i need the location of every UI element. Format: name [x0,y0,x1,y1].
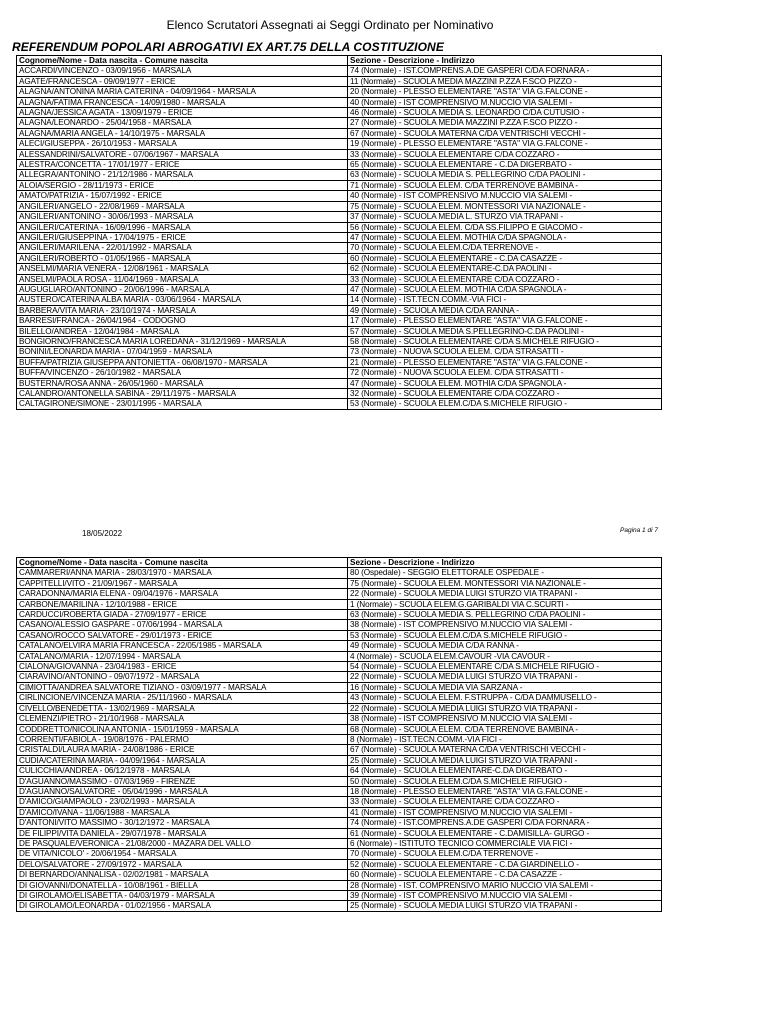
sezione-cell: 53 (Normale) - SCUOLA ELEM.C/DA S.MICHELE RIFUGIO - [348,630,662,640]
column-header-nominativo: Cognome/Nome - Data nascita - Comune nascita [17,558,348,568]
scrutatore-cell: DE PASQUALE/VERONICA - 21/08/2000 - MAZARA DEL VALLO [17,838,348,848]
scrutatore-cell: ALLEGRA/ANTONINO - 21/12/1986 - MARSALA [17,170,348,180]
table-row [17,97,662,107]
table-row [17,222,662,232]
sezione-cell: 47 (Normale) - SCUOLA ELEM. MOTHIA C/DA SPAGNOLA - [348,284,662,294]
scrutatore-cell: BUSTERNA/ROSA ANNA - 26/05/1960 - MARSALA [17,378,348,388]
sezione-cell: 40 (Normale) - IST COMPRENSIVO M.NUCCIO VIA SALEMI - [348,97,662,107]
table-row [17,818,662,828]
scrutatore-cell: DE VITA/NICOLO' - 20/06/1954 - MARSALA [17,849,348,859]
table-row [17,693,662,703]
scrutatore-cell: CODDRETTO/NICOLINA ANTONIA - 15/01/1959 - MARSALA [17,724,348,734]
scrutatore-cell: D'ANTONI/VITO MASSIMO - 30/12/1972 - MARSALA [17,818,348,828]
sezione-cell: 37 (Normale) - SCUOLA MEDIA L. STURZO VIA TRAPANI - [348,212,662,222]
table-row [17,703,662,713]
sezione-cell: 49 (Normale) - SCUOLA MEDIA C/DA RANNA - [348,305,662,315]
column-header-nominativo: Cognome/Nome - Data nascita - Comune nascita [17,56,348,66]
scrutatori-table-page-1 [16,55,662,410]
table-row [17,149,662,159]
scrutatore-cell: ALAGNA/LEONARDO - 25/04/1958 - MARSALA [17,118,348,128]
table-row [17,253,662,263]
table-row [17,901,662,911]
sezione-cell: 8 (Normale) - IST.TECN.COMM.-VIA FICI - [348,734,662,744]
table-body [17,66,662,409]
table-row [17,651,662,661]
sezione-cell: 38 (Normale) - IST COMPRENSIVO M.NUCCIO VIA SALEMI - [348,714,662,724]
scrutatore-cell: CAPPITELLI/VITO - 21/09/1967 - MARSALA [17,578,348,588]
table-row [17,76,662,86]
table-row [17,891,662,901]
scrutatore-cell: BUFFA/VINCENZO - 26/10/1982 - MARSALA [17,368,348,378]
table-row [17,734,662,744]
sezione-cell: 33 (Normale) - SCUOLA ELEMENTARE C/DA COZZARO - [348,274,662,284]
table-row [17,786,662,796]
table-row [17,357,662,367]
sezione-cell: 63 (Normale) - SCUOLA MEDIA S. PELLEGRINO C/DA PAOLINI - [348,610,662,620]
scrutatore-cell: ANSELMI/PAOLA ROSA - 11/04/1969 - MARSALA [17,274,348,284]
scrutatore-cell: ALAGNA/ANTONINA MARIA CATERINA - 04/09/1964 - MARSALA [17,87,348,97]
table-row [17,170,662,180]
scrutatore-cell: ALAGNA/JESSICA AGATA - 13/09/1979 - ERICE [17,108,348,118]
sezione-cell: 73 (Normale) - NUOVA SCUOLA ELEM. C/DA STRASATTI - [348,347,662,357]
scrutatore-cell: ALAGNA/MARIA ANGELA - 14/10/1975 - MARSALA [17,128,348,138]
sezione-cell: 41 (Normale) - IST COMPRENSIVO M.NUCCIO VIA SALEMI - [348,807,662,817]
table-row [17,589,662,599]
scrutatore-cell: CULICCHIA/ANDREA - 06/12/1978 - MARSALA [17,766,348,776]
scrutatore-cell: ANSELMI/MARIA VENERA - 12/08/1961 - MARSALA [17,264,348,274]
table-row [17,870,662,880]
scrutatore-cell: CARADONNA/MARIA ELENA - 09/04/1976 - MARSALA [17,589,348,599]
scrutatore-cell: AGATE/FRANCESCA - 09/09/1977 - ERICE [17,76,348,86]
scrutatore-cell: DI GIOVANNI/DONATELLA - 10/08/1961 - BIELLA [17,880,348,890]
scrutatore-cell: CUDIA/CATERINA MARIA - 04/09/1964 - MARSALA [17,755,348,765]
sezione-cell: 46 (Normale) - SCUOLA MEDIA S. LEONARDO C/DA CUTUSIO - [348,108,662,118]
table-row [17,118,662,128]
sezione-cell: 25 (Normale) - SCUOLA MEDIA LUIGI STURZO VIA TRAPANI - [348,755,662,765]
scrutatore-cell: ALESSANDRINI/SALVATORE - 07/06/1967 - MARSALA [17,149,348,159]
sezione-cell: 52 (Normale) - SCUOLA ELEMENTARE - C.DA GIARDINELLO - [348,859,662,869]
scrutatore-cell: BARBERA/VITA MARIA - 23/10/1974 - MARSALA [17,305,348,315]
sezione-cell: 27 (Normale) - SCUOLA MEDIA MAZZINI P.ZZA F.SCO PIZZO - [348,118,662,128]
table-row [17,305,662,315]
sezione-cell: 33 (Normale) - SCUOLA ELEMENTARE C/DA COZZARO - [348,149,662,159]
sezione-cell: 33 (Normale) - SCUOLA ELEMENTARE C/DA COZZARO - [348,797,662,807]
scrutatore-cell: CORRENTI/FABIOLA - 19/08/1976 - PALERMO [17,734,348,744]
table-row [17,347,662,357]
sezione-cell: 39 (Normale) - IST COMPRENSIVO M.NUCCIO VIA SALEMI - [348,891,662,901]
scrutatore-cell: D'AMICO/GIAMPAOLO - 23/02/1993 - MARSALA [17,797,348,807]
scrutatore-cell: BUFFA/PATRIZIA GIUSEPPA ANTONIETTA - 06/08/1970 - MARSALA [17,357,348,367]
sezione-cell: 47 (Normale) - SCUOLA ELEM. MOTHIA C/DA SPAGNOLA - [348,232,662,242]
sezione-cell: 49 (Normale) - SCUOLA MEDIA C/DA RANNA - [348,641,662,651]
scrutatore-cell: CAMMARERI/ANNA MARIA - 28/03/1970 - MARSALA [17,568,348,578]
table-row [17,630,662,640]
table-row [17,568,662,578]
sezione-cell: 25 (Normale) - SCUOLA MEDIA LUIGI STURZO VIA TRAPANI - [348,901,662,911]
table-row [17,672,662,682]
scrutatore-cell: ALESTRA/CONCETTA - 17/01/1977 - ERICE [17,160,348,170]
scrutatore-cell: D'AMICO/IVANA - 11/06/1988 - MARSALA [17,807,348,817]
table-row [17,838,662,848]
scrutatore-cell: BARRESI/FRANCA - 26/04/1964 - CODOGNO [17,316,348,326]
table-row [17,859,662,869]
sezione-cell: 40 (Normale) - IST COMPRENSIVO M.NUCCIO VIA SALEMI - [348,191,662,201]
table-row [17,212,662,222]
table-row [17,662,662,672]
scrutatore-cell: D'AGUANNO/MASSIMO - 07/03/1969 - FIRENZE [17,776,348,786]
sezione-cell: 47 (Normale) - SCUOLA ELEM. MOTHIA C/DA SPAGNOLA - [348,378,662,388]
sezione-cell: 70 (Normale) - SCUOLA ELEM.C/DA TERRENOVE - [348,243,662,253]
table-row [17,849,662,859]
sezione-cell: 72 (Normale) - NUOVA SCUOLA ELEM. C/DA STRASATTI - [348,368,662,378]
scrutatore-cell: CATALANO/ELVIRA MARIA FRANCESCA - 22/05/1985 - MARSALA [17,641,348,651]
table-row [17,87,662,97]
sezione-cell: 19 (Normale) - PLESSO ELEMENTARE "ASTA" VIA G.FALCONE - [348,139,662,149]
sezione-cell: 67 (Normale) - SCUOLA MATERNA C/DA VENTRISCHI VECCHI - [348,745,662,755]
scrutatore-cell: CIMIOTTA/ANDREA SALVATORE TIZIANO - 03/09/1977 - MARSALA [17,682,348,692]
table-row [17,336,662,346]
sezione-cell: 65 (Normale) - SCUOLA ELEMENTARE - C.DA DIGERBATO - [348,160,662,170]
sezione-cell: 28 (Normale) - IST. COMPRENSIVO MARIO NUCCIO VIA SALEMI - [348,880,662,890]
sezione-cell: 50 (Normale) - SCUOLA ELEM.C/DA S.MICHELE RIFUGIO - [348,776,662,786]
scrutatore-cell: BONGIORNO/FRANCESCA MARIA LOREDANA - 31/12/1969 - MARSALA [17,336,348,346]
document-title: Elenco Scrutatori Assegnati ai Seggi Ordinato per Nominativo [166,18,494,32]
sezione-cell: 54 (Normale) - SCUOLA ELEMENTARE C/DA S.MICHELE RIFUGIO - [348,662,662,672]
scrutatore-cell: CARBONE/MARILINA - 12/10/1988 - ERICE [17,599,348,609]
table-row [17,797,662,807]
sezione-cell: 1 (Normale) - SCUOLA ELEM.G.GARIBALDI VIA C.SCURTI - [348,599,662,609]
scrutatore-cell: ANGILERI/CATERINA - 16/09/1996 - MARSALA [17,222,348,232]
sezione-cell: 63 (Normale) - SCUOLA MEDIA S. PELLEGRINO C/DA PAOLINI - [348,170,662,180]
sezione-cell: 32 (Normale) - SCUOLA ELEMENTARE C/DA COZZARO - [348,389,662,399]
sezione-cell: 14 (Normale) - IST.TECN.COMM.-VIA FICI - [348,295,662,305]
table-row [17,682,662,692]
scrutatori-table-page-2 [16,557,662,912]
table-row [17,160,662,170]
footer-date: 18/05/2022 [82,529,123,538]
scrutatore-cell: BONINI/LEONARDA MARIA - 07/04/1959 - MARSALA [17,347,348,357]
scrutatore-cell: AUSTERO/CATERINA ALBA MARIA - 03/06/1964 - MARSALA [17,295,348,305]
table-row [17,180,662,190]
scrutatore-cell: CIALONA/GIOVANNA - 23/04/1983 - ERICE [17,662,348,672]
scrutatore-cell: CATALANO/MARIA - 12/07/1994 - MARSALA [17,651,348,661]
scrutatore-cell: CALTAGIRONE/SIMONE - 23/01/1995 - MARSALA [17,399,348,409]
table-row [17,274,662,284]
table-row [17,745,662,755]
scrutatore-cell: CRISTALDI/LAURA MARIA - 24/08/1986 - ERICE [17,745,348,755]
scrutatore-cell: CIVELLO/BENEDETTA - 13/02/1969 - MARSALA [17,703,348,713]
sezione-cell: 80 (Ospedale) - SEGGIO ELETTORALE OSPEDALE - [348,568,662,578]
sezione-cell: 22 (Normale) - SCUOLA MEDIA LUIGI STURZO VIA TRAPANI - [348,589,662,599]
sezione-cell: 75 (Normale) - SCUOLA ELEM. MONTESSORI VIA NAZIONALE - [348,201,662,211]
table-header-row [17,558,662,568]
sezione-cell: 60 (Normale) - SCUOLA ELEMENTARE - C.DA CASAZZE - [348,253,662,263]
sezione-cell: 61 (Normale) - SCUOLA ELEMENTARE - C.DAMISILLA- GURGO - [348,828,662,838]
scrutatore-cell: ALAGNA/FATIMA FRANCESCA - 14/09/1980 - MARSALA [17,97,348,107]
table-header-row [17,56,662,66]
sezione-cell: 6 (Normale) - ISTITUTO TECNICO COMMERCIALE VIA FICI - [348,838,662,848]
table-row [17,399,662,409]
scrutatore-cell: CASANO/ALESSIO GASPARE - 07/06/1994 - MARSALA [17,620,348,630]
table-row [17,284,662,294]
sezione-cell: 22 (Normale) - SCUOLA MEDIA LUIGI STURZO VIA TRAPANI - [348,703,662,713]
scrutatore-cell: ALOIA/SERGIO - 28/11/1973 - ERICE [17,180,348,190]
sezione-cell: 60 (Normale) - SCUOLA ELEMENTARE - C.DA CASAZZE - [348,870,662,880]
sezione-cell: 18 (Normale) - PLESSO ELEMENTARE "ASTA" VIA G.FALCONE - [348,786,662,796]
table-row [17,578,662,588]
scrutatore-cell: ALECI/GIUSEPPA - 26/10/1953 - MARSALA [17,139,348,149]
sezione-cell: 71 (Normale) - SCUOLA ELEM. C/DA TERRENOVE BAMBINA - [348,180,662,190]
sezione-cell: 4 (Normale) - SCUOLA ELEM.CAVOUR -VIA CAVOUR - [348,651,662,661]
table-row [17,880,662,890]
sezione-cell: 22 (Normale) - SCUOLA MEDIA LUIGI STURZO VIA TRAPANI - [348,672,662,682]
table-row [17,295,662,305]
table-row [17,766,662,776]
table-row [17,610,662,620]
sezione-cell: 43 (Normale) - SCUOLA ELEM. F.STRUPPA - C/DA DAMMUSELLO - [348,693,662,703]
scrutatore-cell: ANGILERI/ANTONINO - 30/06/1993 - MARSALA [17,212,348,222]
sezione-cell: 11 (Normale) - SCUOLA MEDIA MAZZINI P.ZZA F.SCO PIZZO - [348,76,662,86]
sezione-cell: 75 (Normale) - SCUOLA ELEM. MONTESSORI VIA NAZIONALE - [348,578,662,588]
scrutatore-cell: CIRLINCIONE/VINCENZA MARIA - 25/11/1960 - MARSALA [17,693,348,703]
table-row [17,191,662,201]
scrutatore-cell: DI GIROLAMO/LEONARDA - 01/02/1956 - MARSALA [17,901,348,911]
scrutatore-cell: AUGUGLIARO/ANTONINO - 20/06/1996 - MARSALA [17,284,348,294]
scrutatore-cell: BILELLO/ANDREA - 12/04/1984 - MARSALA [17,326,348,336]
sezione-cell: 70 (Normale) - SCUOLA ELEM.C/DA TERRENOVE - [348,849,662,859]
table-row [17,66,662,76]
table-row [17,232,662,242]
column-header-sezione: Sezione - Descrizione - Indirizzo [348,56,662,66]
sezione-cell: 74 (Normale) - IST.COMPRENS.A.DE GASPERI C/DA FORNARA - [348,66,662,76]
sezione-cell: 21 (Normale) - PLESSO ELEMENTARE "ASTA" VIA G.FALCONE - [348,357,662,367]
scrutatore-cell: DE FILIPPI/VITA DANIELA - 29/07/1978 - MARSALA [17,828,348,838]
sezione-cell: 62 (Normale) - SCUOLA ELEMENTARE-C.DA PAOLINI - [348,264,662,274]
sezione-cell: 56 (Normale) - SCUOLA ELEM. C/DA SS.FILIPPO E GIACOMO - [348,222,662,232]
sezione-cell: 58 (Normale) - SCUOLA ELEMENTARE C/DA S.MICHELE RIFUGIO - [348,336,662,346]
table-row [17,378,662,388]
scrutatore-cell: CALANDRO/ANTONELLA SABINA - 29/11/1975 - MARSALA [17,389,348,399]
table-row [17,724,662,734]
scrutatore-cell: CASANO/ROCCO SALVATORE - 29/01/1973 - ERICE [17,630,348,640]
sezione-cell: 20 (Normale) - PLESSO ELEMENTARE "ASTA" VIA G.FALCONE - [348,87,662,97]
table-row [17,641,662,651]
table-row [17,389,662,399]
sezione-cell: 53 (Normale) - SCUOLA ELEM.C/DA S.MICHELE RIFUGIO - [348,399,662,409]
table-row [17,620,662,630]
sezione-cell: 16 (Normale) - SCUOLA MEDIA VIA SARZANA - [348,682,662,692]
table-row [17,128,662,138]
table-body [17,568,662,911]
scrutatore-cell: DI BERNARDO/ANNALISA - 02/02/1981 - MARSALA [17,870,348,880]
table-row [17,828,662,838]
scrutatore-cell: ACCARDI/VINCENZO - 03/09/1956 - MARSALA [17,66,348,76]
table-row [17,139,662,149]
sezione-cell: 38 (Normale) - IST COMPRENSIVO M.NUCCIO VIA SALEMI - [348,620,662,630]
table-row [17,776,662,786]
footer-page-number: Pagina 1 di 7 [620,527,658,534]
table-row [17,316,662,326]
column-header-sezione: Sezione - Descrizione - Indirizzo [348,558,662,568]
sezione-cell: 17 (Normale) - PLESSO ELEMENTARE "ASTA" VIA G.FALCONE - [348,316,662,326]
scrutatore-cell: ANGILERI/GIUSEPPINA - 17/04/1975 - ERICE [17,232,348,242]
table-row [17,714,662,724]
sezione-cell: 64 (Normale) - SCUOLA ELEMENTARE-C.DA DIGERBATO - [348,766,662,776]
table-row [17,599,662,609]
sezione-cell: 57 (Normale) - SCUOLA MEDIA S.PELLEGRINO-C.DA PAOLINI - [348,326,662,336]
scrutatore-cell: DELO/SALVATORE - 27/09/1972 - MARSALA [17,859,348,869]
sezione-cell: 74 (Normale) - IST.COMPRENS.A.DE GASPERI C/DA FORNARA - [348,818,662,828]
table-row [17,201,662,211]
scrutatore-cell: AMATO/PATRIZIA - 15/07/1992 - ERICE [17,191,348,201]
scrutatore-cell: ANGILERI/MARILENA - 22/01/1992 - MARSALA [17,243,348,253]
document-subtitle: REFERENDUM POPOLARI ABROGATIVI EX ART.75 DELLA COSTITUZIONE [12,40,444,54]
table-row [17,368,662,378]
scrutatore-cell: D'AGUANNO/SALVATORE - 05/04/1996 - MARSALA [17,786,348,796]
sezione-cell: 67 (Normale) - SCUOLA MATERNA C/DA VENTRISCHI VECCHI - [348,128,662,138]
scrutatore-cell: CIARAVINO/ANTONINO - 09/07/1972 - MARSALA [17,672,348,682]
scrutatore-cell: ANGILERI/ANGELO - 22/08/1969 - MARSALA [17,201,348,211]
table-row [17,755,662,765]
scrutatore-cell: DI GIROLAMO/ELISABETTA - 04/03/1979 - MARSALA [17,891,348,901]
table-row [17,807,662,817]
table-row [17,243,662,253]
scrutatore-cell: ANGILERI/ROBERTO - 01/05/1965 - MARSALA [17,253,348,263]
table-row [17,264,662,274]
scrutatore-cell: CLEMENZI/PIETRO - 21/10/1968 - MARSALA [17,714,348,724]
sezione-cell: 68 (Normale) - SCUOLA ELEM. C/DA TERRENOVE BAMBINA - [348,724,662,734]
table-row [17,108,662,118]
table-row [17,326,662,336]
scrutatore-cell: CARDUCCI/ROBERTA GIADA - 27/09/1977 - ERICE [17,610,348,620]
